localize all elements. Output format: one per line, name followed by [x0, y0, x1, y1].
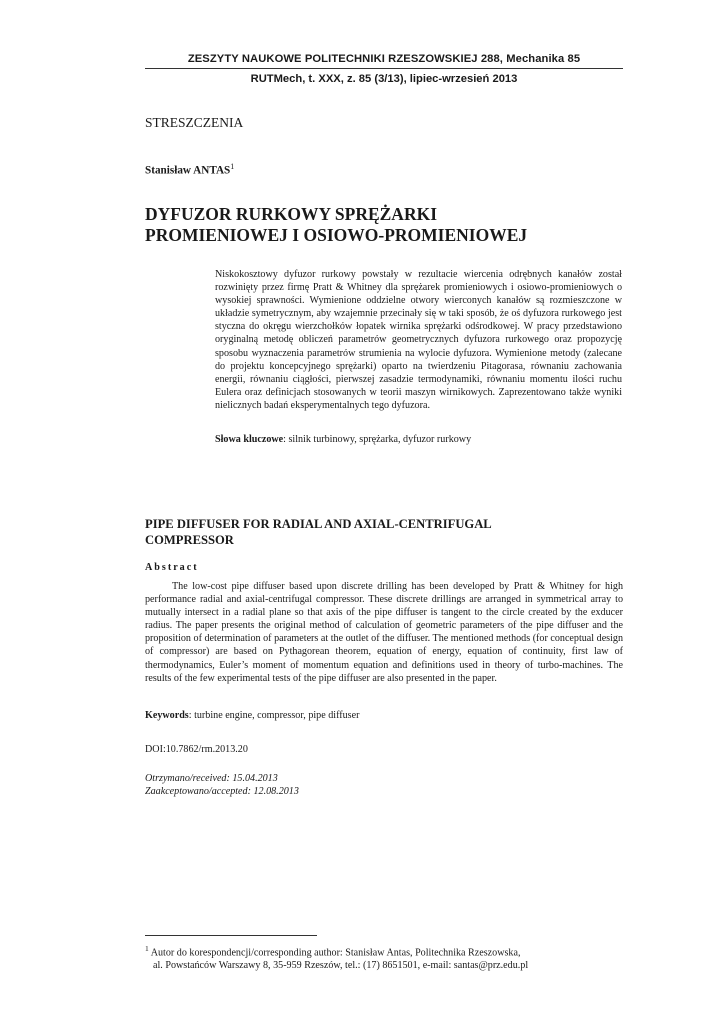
- english-title: [145, 517, 623, 548]
- english-abstract: The low-cost pipe diffuser based upon discrete drilling has been developed by Pratt & Whitney for high performance radial and axial-centrifugal compressor. These discrete drillings are arranged in symmetrical array to mutually intersect in a radial plane so that axis of the pipe diffuser is tangent to the circle created by the exducer radius. The paper presents the original method of calculation of geometric parameters of the pipe diffuser and the proposition of determination of parameters at the outlet of the diffuser. The mentioned methods (for conceptual design of compressor) are based on Pythagorean theorem, equation of energy, equation of continuity, first law of thermodynamics, Euler’s moment of momentum equation and definitions used in theory of turbo-machines. The results of the few experimental tests of the pipe diffuser are also presented in the paper.: [145, 581, 623, 684]
- polish-keywords-text: : silnik turbinowy, sprężarka, dyfuzor rurkowy: [283, 434, 472, 445]
- english-title-line1: PIPE DIFFUSER FOR RADIAL AND AXIAL-CENTRIFUGAL: [145, 517, 492, 531]
- footnote-rule: [145, 935, 317, 936]
- journal-header-line1: ZESZYTY NAUKOWE POLITECHNIKI RZESZOWSKIEJ 288, Mechanika 85: [187, 53, 581, 65]
- section-label: STRESZCZENIA: [145, 115, 244, 130]
- polish-keywords-label: Słowa kluczowe: [215, 434, 284, 445]
- author-name: Stanisław ANTAS: [145, 164, 231, 177]
- english-keywords-text: : turbine engine, compressor, pipe diffuser: [188, 710, 360, 721]
- polish-title-line2: PROMIENIOWEJ I OSIOWO-PROMIENIOWEJ: [145, 225, 528, 245]
- author: [145, 162, 234, 177]
- english-keywords-label: Keywords: [145, 710, 189, 721]
- received-date: Otrzymano/received: 15.04.2013: [145, 773, 278, 784]
- polish-keywords: [215, 434, 622, 445]
- journal-header-line2: RUTMech, t. XXX, z. 85 (3/13), lipiec-wrzesień 2013: [250, 73, 518, 85]
- doi: DOI:10.7862/rm.2013.20: [145, 744, 248, 755]
- dates: [145, 772, 299, 799]
- english-title-line2: COMPRESSOR: [145, 532, 234, 547]
- footnote-mark: 1: [145, 944, 149, 953]
- author-footnote-mark: 1: [230, 162, 235, 171]
- accepted-date: Zaakceptowano/accepted: 12.08.2013: [145, 786, 299, 798]
- abstract-heading: Abstract: [145, 562, 199, 573]
- footnote-line2: al. Powstańców Warszawy 8, 35-959 Rzeszów, tel.: (17) 8651501, e-mail: santas@prz.edu.pl: [153, 960, 529, 972]
- polish-abstract: Niskokosztowy dyfuzor rurkowy powstały w rezultacie wiercenia odrębnych kanałów został rozwinięty przez firmę Pratt & Whitney dla sprężarek promieniowych i osiowo-promieniowych o wysokiej sprawności. Wymienione oddzielne otwory wierconych kanałów są rozmieszczone w układzie symetrycznym, aby wzajemnie przecinały się w taki sposób, że oś dyfuzora rurkowego jest styczna do okręgu wierzchołków łopatek wirnika sprężarki odśrodkowej. W pracy przedstawiono oryginalną metodę obliczeń parametrów geometrycznych dyfuzora rurkowego oraz propozycję sposobu wyznaczenia parametrów strumienia na wylocie dyfuzora. Wymienione metody (zalecane do projektu koncepcyjnego sprężarki) oparto na twierdzeniu Pitagorasa, równaniu zachowania energii, równaniu ciągłości, pierwszej zasadzie termodynamiki, równaniu momentu ilości ruchu Eulera oraz definicjach stosowanych w teorii maszyn wirnikowych. Zaprezentowano także wyniki nielicznych badań eksperymentalnych tego dyfuzora.: [215, 269, 622, 411]
- journal-header: [145, 52, 623, 86]
- english-keywords: [145, 710, 623, 721]
- header-rule: [145, 68, 623, 69]
- polish-title-line1: DYFUZOR RURKOWY SPRĘŻARKI: [145, 204, 438, 224]
- footnote: [145, 942, 623, 973]
- footnote-text-1: Autor do korespondencji/corresponding author: Stanisław Antas, Politechnika Rzeszowska,: [148, 947, 521, 959]
- polish-title: [145, 204, 623, 246]
- footnote-line1: [145, 942, 623, 959]
